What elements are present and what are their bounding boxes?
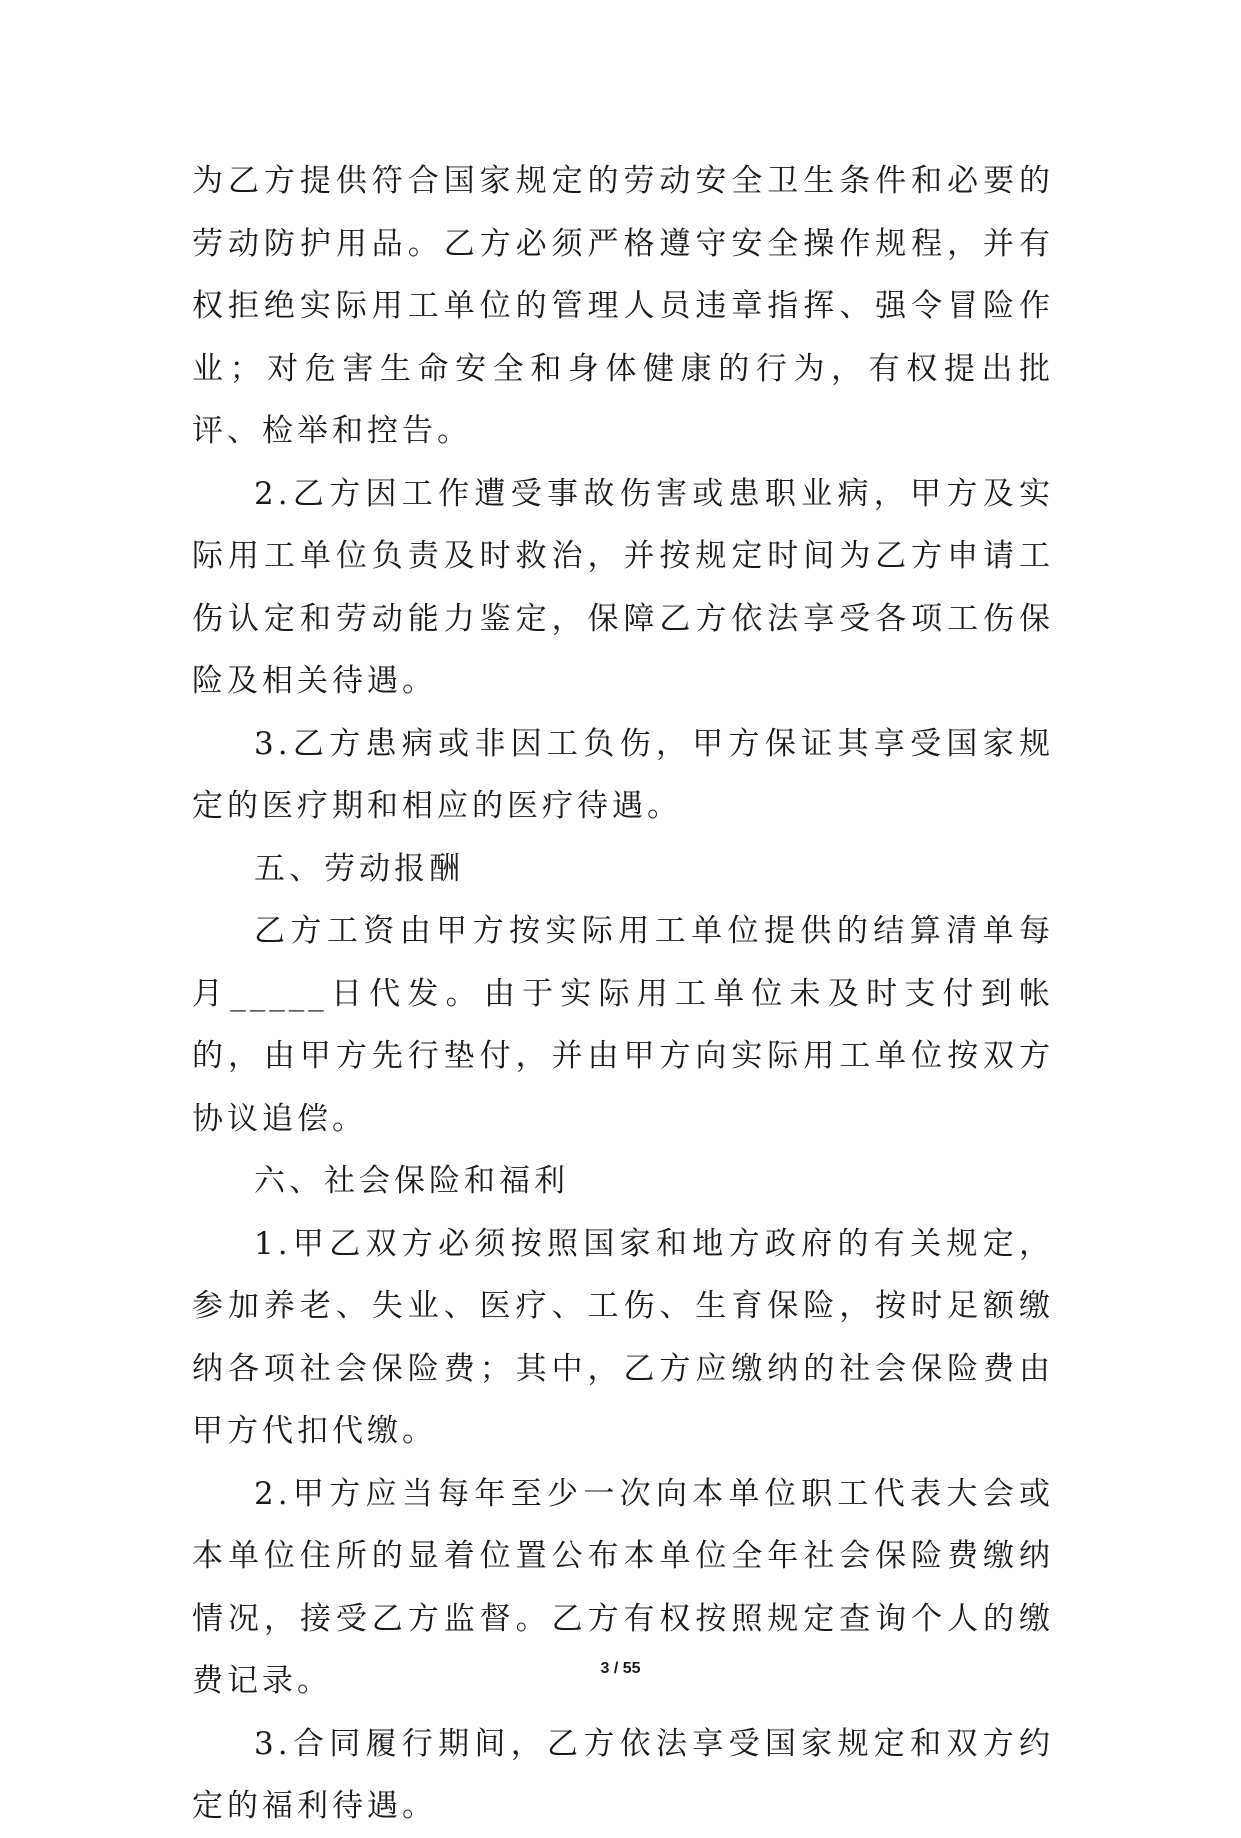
document-body (192, 150, 1054, 1838)
paragraph-insurance-disclosure: 2.甲方应当每年至少一次向本单位职工代表大会或本单位住所的显着位置公布本单位全年社会保险费缴纳情况，接受乙方监督。乙方有权按照规定查询个人的缴费记录。 (192, 1475, 1054, 1699)
paragraph-wages: 乙方工资由甲方按实际用工单位提供的结算清单每月_____日代发。由于实际用工单位未及时支付到帐的，由甲方先行垫付，并由甲方向实际用工单位按双方协议追偿。 (192, 913, 1054, 1137)
paragraph-insurance-contributions: 1.甲乙双方必须按照国家和地方政府的有关规定，参加养老、失业、医疗、工伤、生育保险，按时足额缴纳各项社会保险费；其中，乙方应缴纳的社会保险费由甲方代扣代缴。 (192, 1225, 1054, 1449)
paragraph-work-injury: 2.乙方因工作遭受事故伤害或患职业病，甲方及实际用工单位负责及时救治，并按规定时间为乙方申请工伤认定和劳动能力鉴定，保障乙方依法享受各项工伤保险及相关待遇。 (192, 475, 1054, 699)
paragraph-welfare: 3.合同履行期间，乙方依法享受国家规定和双方约定的福利待遇。 (192, 1725, 1054, 1824)
section-heading-remuneration: 五、劳动报酬 (254, 850, 464, 887)
paragraph-safety-conditions: 为乙方提供符合国家规定的劳动安全卫生条件和必要的劳动防护用品。乙方必须严格遵守安全操作规程，并有权拒绝实际用工单位的管理人员违章指挥、强令冒险作业；对危害生命安全和身体健康的行为，有权提出批评、检举和控告。 (192, 163, 1054, 449)
page-number: 3 / 55 (600, 1660, 641, 1677)
paragraph-illness: 3.乙方患病或非因工负伤，甲方保证其享受国家规定的医疗期和相应的医疗待遇。 (192, 725, 1054, 824)
section-heading-social-insurance: 六、社会保险和福利 (254, 1163, 569, 1199)
